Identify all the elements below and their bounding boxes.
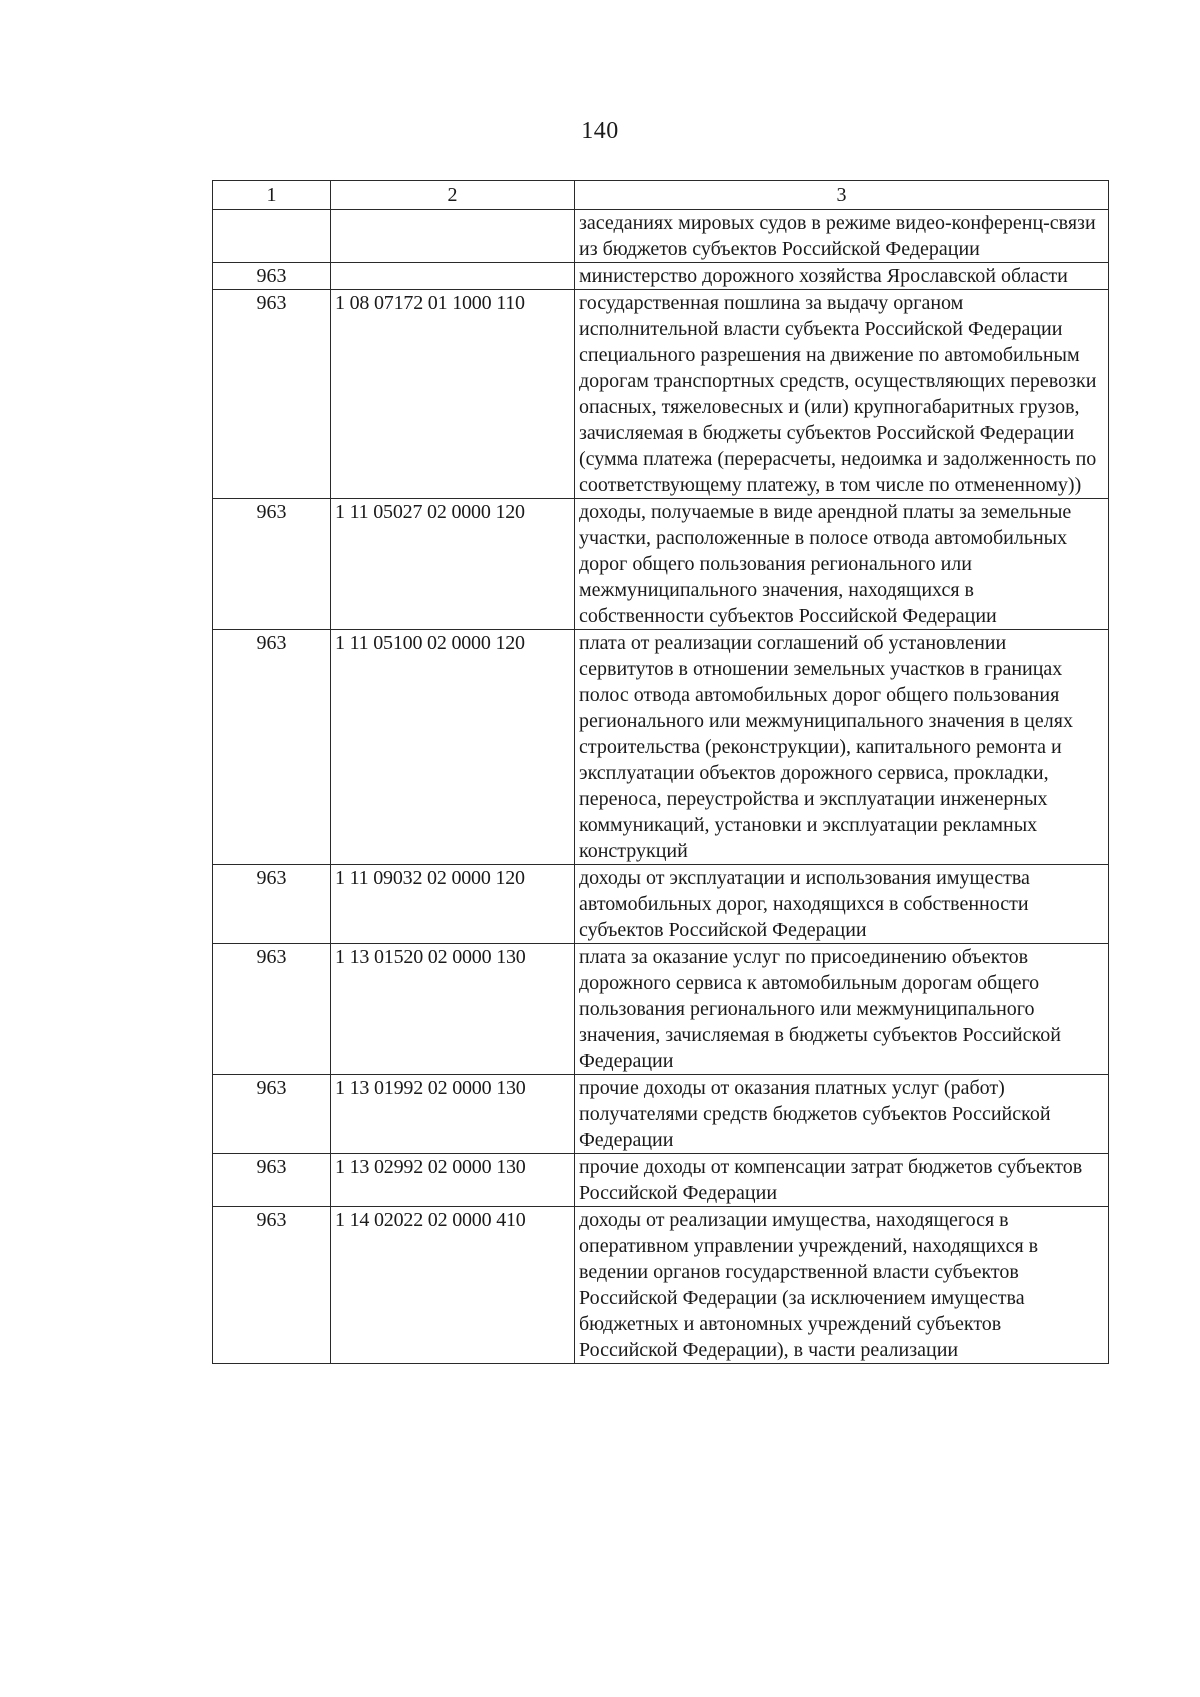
description-cell: прочие доходы от компенсации затрат бюджетов субъектов Российской Федерации	[575, 1154, 1109, 1207]
column-header-1: 1	[213, 181, 331, 210]
revenue-code-cell: 1 11 05027 02 0000 120	[331, 499, 575, 630]
admin-code-cell: 963	[213, 865, 331, 944]
table-row	[213, 499, 1109, 630]
revenue-code-cell: 1 14 02022 02 0000 410	[331, 1207, 575, 1364]
description-cell: доходы от эксплуатации и использования имущества автомобильных дорог, находящихся в собственности субъектов Российской Федерации	[575, 865, 1109, 944]
table-row	[213, 630, 1109, 865]
revenue-code-cell: 1 11 09032 02 0000 120	[331, 865, 575, 944]
admin-code-cell: 963	[213, 1207, 331, 1364]
table-row	[213, 944, 1109, 1075]
revenue-code-cell	[331, 263, 575, 290]
table-row	[213, 263, 1109, 290]
description-cell: государственная пошлина за выдачу органом исполнительной власти субъекта Российской Федерации специального разрешения на движение по автомобильным дорогам транспортных средств, осуществляющих перевозки опасных, тяжеловесных и (или) крупногабаритных грузов, зачисляемая в бюджеты субъектов Российской Федерации (сумма платежа (перерасчеты, недоимка и задолженность по соответствующему платежу, в том числе по отмененному))	[575, 290, 1109, 499]
description-cell: доходы, получаемые в виде арендной платы за земельные участки, расположенные в полосе отвода автомобильных дорог общего пользования регионального или межмуниципального значения, находящихся в собственности субъектов Российской Федерации	[575, 499, 1109, 630]
revenue-codes-table	[212, 180, 1109, 1364]
table-row	[213, 210, 1109, 263]
description-cell: министерство дорожного хозяйства Ярославской области	[575, 263, 1109, 290]
admin-code-cell: 963	[213, 499, 331, 630]
table-row	[213, 1154, 1109, 1207]
description-cell: прочие доходы от оказания платных услуг (работ) получателями средств бюджетов субъектов Российской Федерации	[575, 1075, 1109, 1154]
admin-code-cell: 963	[213, 263, 331, 290]
revenue-code-cell: 1 11 05100 02 0000 120	[331, 630, 575, 865]
description-cell: заседаниях мировых судов в режиме видео-конференц-связи из бюджетов субъектов Российской Федерации	[575, 210, 1109, 263]
admin-code-cell	[213, 210, 331, 263]
description-cell: плата за оказание услуг по присоединению объектов дорожного сервиса к автомобильным дорогам общего пользования регионального или межмуниципального значения, зачисляемая в бюджеты субъектов Российской Федерации	[575, 944, 1109, 1075]
table-row	[213, 290, 1109, 499]
admin-code-cell: 963	[213, 290, 331, 499]
table-row	[213, 865, 1109, 944]
admin-code-cell: 963	[213, 1075, 331, 1154]
column-header-3: 3	[575, 181, 1109, 210]
admin-code-cell: 963	[213, 1154, 331, 1207]
admin-code-cell: 963	[213, 630, 331, 865]
table-row	[213, 1207, 1109, 1364]
revenue-code-cell	[331, 210, 575, 263]
page-number: 140	[581, 118, 619, 144]
admin-code-cell: 963	[213, 944, 331, 1075]
description-cell: плата от реализации соглашений об установлении сервитутов в отношении земельных участков в границах полос отвода автомобильных дорог общего пользования регионального или межмуниципального значения в целях строительства (реконструкции), капитального ремонта и эксплуатации объектов дорожного сервиса, прокладки, переноса, переустройства и эксплуатации инженерных коммуникаций, установки и эксплуатации рекламных конструкций	[575, 630, 1109, 865]
revenue-code-cell: 1 13 01992 02 0000 130	[331, 1075, 575, 1154]
revenue-code-cell: 1 13 01520 02 0000 130	[331, 944, 575, 1075]
table-header-row	[213, 181, 1109, 210]
column-header-2: 2	[331, 181, 575, 210]
revenue-code-cell: 1 13 02992 02 0000 130	[331, 1154, 575, 1207]
revenue-code-cell: 1 08 07172 01 1000 110	[331, 290, 575, 499]
description-cell: доходы от реализации имущества, находящегося в оперативном управлении учреждений, находящихся в ведении органов государственной власти субъектов Российской Федерации (за исключением имущества бюджетных и автономных учреждений субъектов Российской Федерации), в части реализации	[575, 1207, 1109, 1364]
table-row	[213, 1075, 1109, 1154]
